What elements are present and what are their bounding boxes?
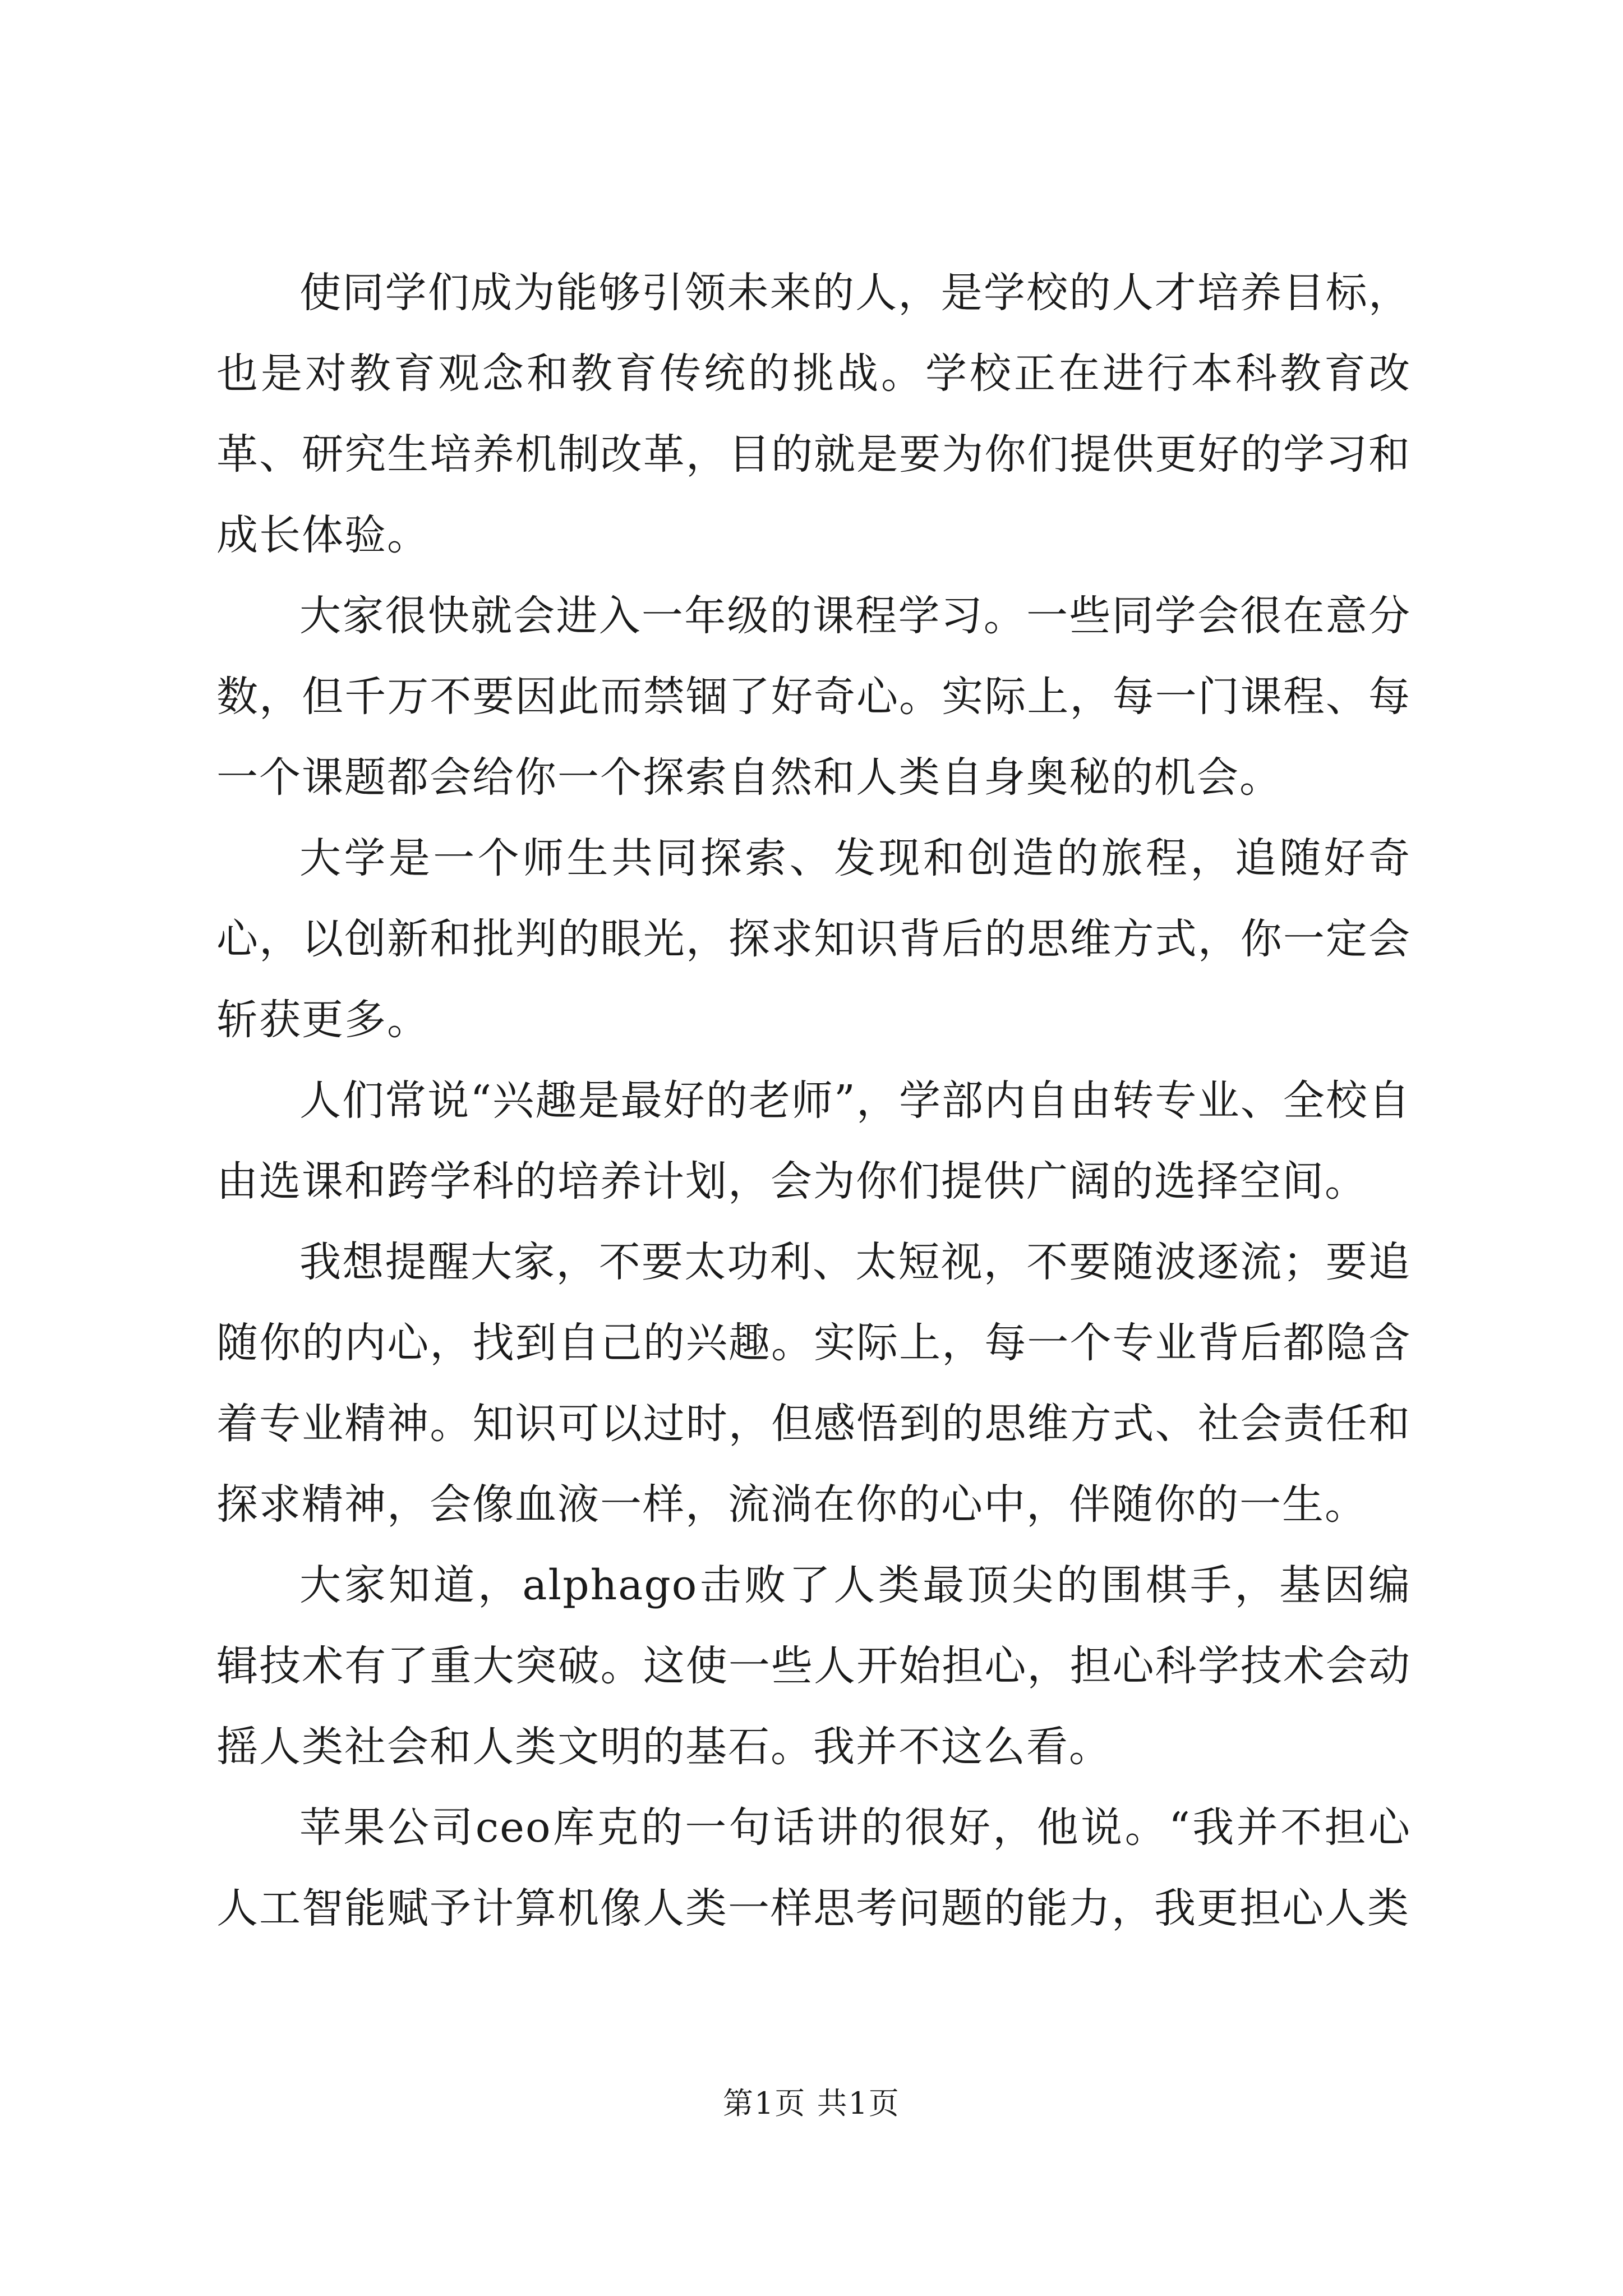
paragraph-4: 人们常说“兴趣是最好的老师”，学部内自由转专业、全校自由选课和跨学科的培养计划，会为你们提供广阔的选择空间。 bbox=[216, 1076, 1411, 1205]
document-body bbox=[216, 252, 1411, 1949]
paragraph-7: 苹果公司ceo库克的一句话讲的很好，他说。“我并不担心人工智能赋予计算机像人类一样思考问题的能力，我更担心人类 bbox=[216, 1803, 1411, 1932]
paragraph-2: 大家很快就会进入一年级的课程学习。一些同学会很在意分数，但千万不要因此而禁锢了好奇心。实际上，每一门课程、每一个课题都会给你一个探索自然和人类自身奥秘的机会。 bbox=[216, 592, 1411, 802]
page-footer: 第1页 共1页 bbox=[723, 2086, 900, 2121]
paragraph-3: 大学是一个师生共同探索、发现和创造的旅程，追随好奇心，以创新和批判的眼光，探求知识背后的思维方式，你一定会斩获更多。 bbox=[216, 834, 1411, 1044]
paragraph-6: 大家知道，alphago击败了人类最顶尖的围棋手，基因编辑技术有了重大突破。这使一些人开始担心，担心科学技术会动摇人类社会和人类文明的基石。我并不这么看。 bbox=[216, 1561, 1411, 1771]
paragraph-1: 使同学们成为能够引领未来的人，是学校的人才培养目标，也是对教育观念和教育传统的挑战。学校正在进行本科教育改革、研究生培养机制改革，目的就是要为你们提供更好的学习和成长体验。 bbox=[216, 269, 1411, 559]
paragraph-5: 我想提醒大家，不要太功利、太短视，不要随波逐流；要追随你的内心，找到自己的兴趣。实际上，每一个专业背后都隐含着专业精神。知识可以过时，但感悟到的思维方式、社会责任和探求精神，会像血液一样，流淌在你的心中，伴随你的一生。 bbox=[216, 1238, 1411, 1529]
